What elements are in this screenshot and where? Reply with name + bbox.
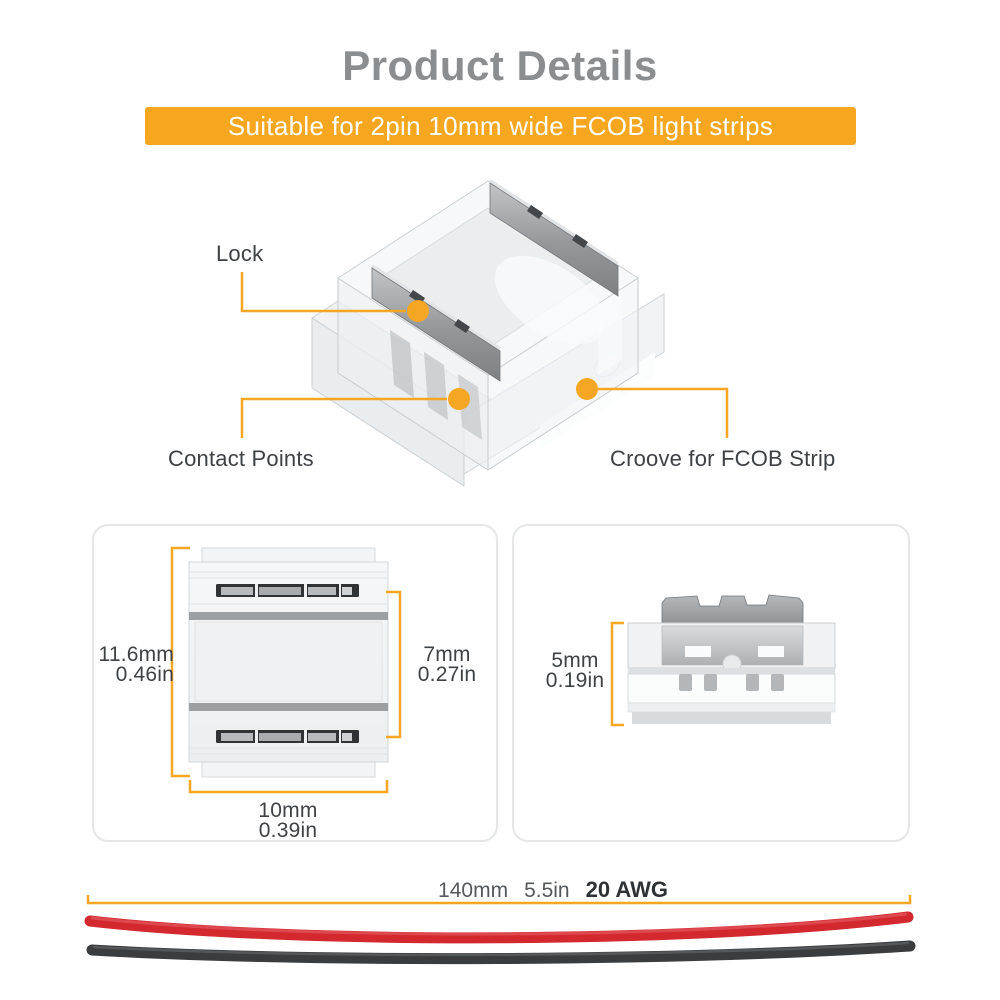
contact-strip-top [216,584,359,597]
inner-in: 0.27in [417,663,477,686]
connector-3d [312,181,664,486]
wire-length-mm: 140mm [438,879,509,902]
height-dimension-bracket [172,548,190,776]
wire-length-label [403,877,703,903]
contact-strip-bottom [216,730,359,743]
lock-label: Lock [216,241,264,266]
width-in: 0.39in [258,819,318,842]
contact-points-label: Contact Points [168,446,314,471]
lock-dot [407,300,429,322]
inner-dimension-label [402,645,492,685]
connector-side-view [628,595,835,724]
inner-mm: 7mm [423,643,471,666]
side-height-mm: 5mm [551,649,599,672]
height-dimension-label [40,645,174,685]
red-wire [90,914,908,938]
side-height-in: 0.19in [545,669,605,692]
width-mm: 10mm [258,799,318,822]
side-height-dimension-label [514,651,636,691]
groove-label: Croove for FCOB Strip [610,446,836,471]
height-mm: 11.6mm [98,643,174,666]
wire-gauge: 20 AWG [585,877,668,902]
connector-top-view [189,548,388,777]
wire-length-in: 5.5in [524,879,570,902]
page-title: Product Details [342,42,658,89]
black-wire [92,943,910,959]
groove-dot [576,378,598,400]
contact-points-dot [448,388,470,410]
height-in: 0.46in [115,663,174,686]
suitability-banner: Suitable for 2pin 10mm wide FCOB light strips [145,107,856,145]
width-dimension-label [228,801,348,841]
width-dimension-bracket [190,780,387,792]
